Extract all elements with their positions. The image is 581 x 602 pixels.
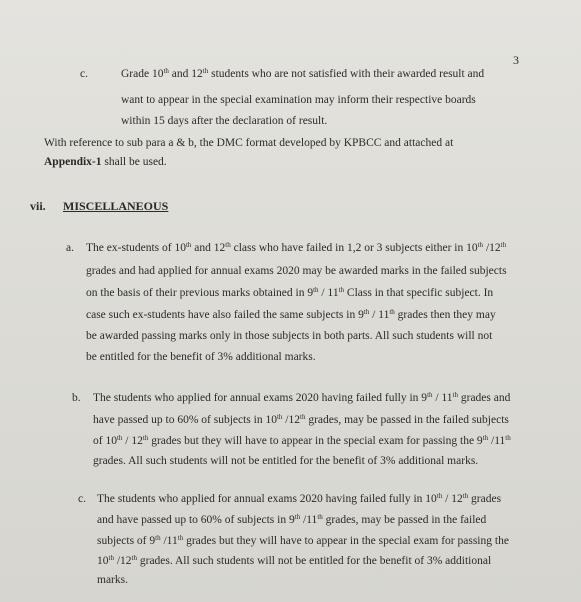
item-a-line-3: on the basis of their previous marks obtained in 9th / 11th Class in that specific subject. In (86, 286, 494, 299)
item-b-line-2: have passed up to 60% of subjects in 10th /12th grades, may be passed in the failed subjects (93, 413, 509, 426)
item-c-line-3: subjects of 9th /11th grades but they will have to appear in the special exam for passing the (97, 534, 509, 547)
reference-line-2 (44, 156, 167, 168)
section-number: vii. (30, 199, 46, 213)
item-c-line-4: 10th /12th grades. All such students will not be entitled for the benefit of 3% additional (97, 554, 492, 567)
item-c-line-1: The students who applied for annual exams 2020 having failed fully in 10th / 12th grades (97, 492, 502, 505)
appendix-reference: Appendix-1 (44, 156, 102, 168)
item-b-line-1: The students who applied for annual exams 2020 having failed fully in 9th / 11th grades and (93, 391, 511, 404)
page-number: 3 (513, 53, 519, 67)
item-c-line-5: marks. (97, 574, 128, 586)
item-a-line-2: grades and had applied for annual exams 2020 may be awarded marks in the failed subjects (86, 265, 507, 277)
item-c-marker: c. (78, 493, 86, 505)
reference-line-1: With reference to sub para a & b, the DMC format developed by KPBCC and attached at (44, 137, 454, 149)
item-c-top-line-2: want to appear in the special examination may inform their respective boards (121, 94, 476, 106)
item-c-top-marker: c. (80, 68, 88, 80)
section-title: MISCELLANEOUS (63, 199, 169, 213)
item-a-line-1: The ex-students of 10th and 12th class who have failed in 1,2 or 3 subjects either in 10th /12th (86, 241, 507, 254)
item-c-line-2: and have passed up to 60% of subjects in 9th /11th grades, may be passed in the failed (97, 513, 487, 526)
item-c-top-line-3: within 15 days after the declaration of result. (121, 115, 328, 127)
item-c-top-line-1: Grade 10th and 12th students who are not satisfied with their awarded result and (121, 67, 485, 80)
item-b-line-3: of 10th / 12th grades but they will have to appear in the special exam for passing the 9th /11th (93, 434, 511, 447)
item-b-marker: b. (72, 392, 81, 404)
item-a-line-5: be awarded passing marks only in those subjects in both parts. All such students will not (86, 330, 493, 342)
item-a-line-4: case such ex-students have also failed the same subjects in 9th / 11th grades then they may (86, 308, 496, 321)
item-a-marker: a. (66, 242, 74, 254)
reference-line-2-rest: shall be used. (101, 156, 167, 168)
item-a-line-6: be entitled for the benefit of 3% additional marks. (86, 351, 316, 363)
item-b-line-4: grades. All such students will not be entitled for the benefit of 3% additional marks. (93, 455, 479, 467)
